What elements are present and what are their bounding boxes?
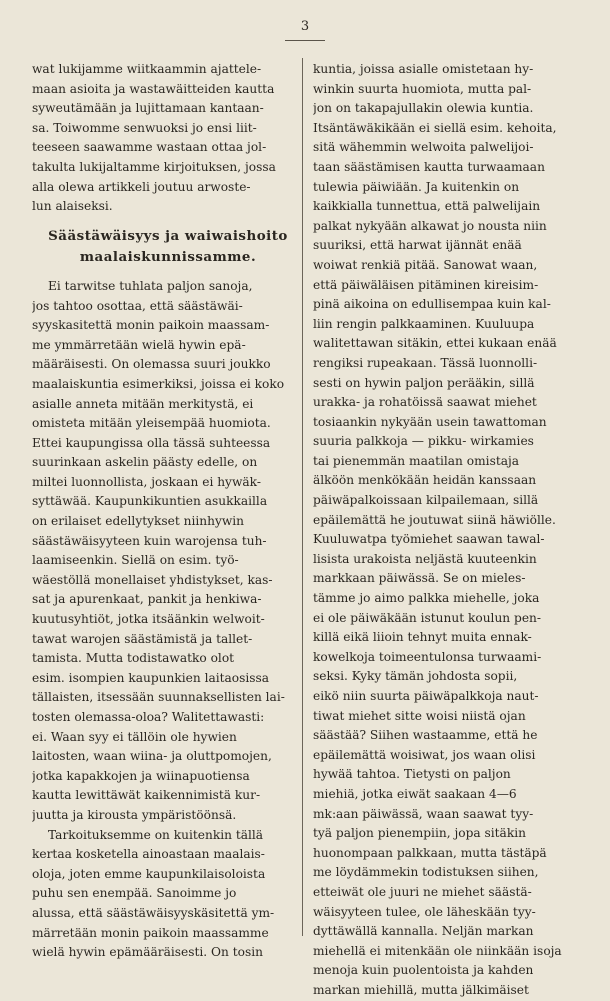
text-line: sa. Toiwomme senwuoksi jo ensi liit- xyxy=(32,120,257,135)
text-line: tämme jo aimo palkka miehelle, joka xyxy=(313,591,540,606)
text-line: hywää tahtoa. Tietysti on paljon xyxy=(313,767,511,782)
article-paragraph-2 xyxy=(32,826,304,963)
text-line: markan miehillä, mutta jälkimäiset xyxy=(313,982,529,997)
text-line: kautta lewittäwät kaikennimistä kur- xyxy=(32,788,261,803)
text-line: takulta lukijaltamme kirjoituksen, jossa xyxy=(32,159,276,174)
text-line: rengiksi rupeakaan. Tässä luonnolli- xyxy=(313,355,538,370)
text-line: menoja kuin puolentoista ja kahden xyxy=(313,963,534,978)
text-line: ei. Waan syy ei tällöin ole hywien xyxy=(32,729,237,744)
text-line: syyskasitettä monin paikoin maassam- xyxy=(32,318,270,333)
text-line: säästäwäisyyteen kuin warojensa tuh- xyxy=(32,533,267,548)
text-line: laitosten, waan wiina- ja oluttpomojen, xyxy=(32,749,272,764)
intro-paragraph xyxy=(32,60,304,217)
text-line: omisteta mitään yleisempää huomiota. xyxy=(32,416,271,431)
text-line: urakka- ja rohatöissä saawat miehet xyxy=(313,395,537,410)
text-line: maalaiskuntia esimerkiksi, joissa ei koko xyxy=(32,376,285,391)
text-line: laamiseenkin. Siellä on esim. työ- xyxy=(32,553,239,568)
text-line: esim. isompien kaupunkien laitaosissa xyxy=(32,670,270,685)
text-line: suuriksi, että harwat ijännät enää xyxy=(313,238,522,253)
text-line: jos tahtoo osottaa, että säästäwäi- xyxy=(32,298,243,313)
text-line: woiwat renkiä pitää. Sanowat waan, xyxy=(313,257,538,272)
text-line: tamista. Mutta todistawatko olot xyxy=(32,651,235,666)
text-line: tai pienemmän maatilan omistaja xyxy=(313,453,520,468)
text-line: sitä wähemmin welwoita palwelijoi- xyxy=(313,140,534,155)
text-line: epäilemättä woisiwat, jos waan olisi xyxy=(313,747,536,762)
text-line: kaikkialla tunnettua, että palwelijain xyxy=(313,199,541,214)
text-line: Kuuluwatpa työmiehet saawan tawal- xyxy=(313,532,545,547)
text-line: syttäwää. Kaupunkikuntien asukkailla xyxy=(32,494,268,509)
text-line: säästää? Siihen wastaamme, että he xyxy=(313,728,538,743)
text-line: kowelkoja toimeentulonsa turwaami- xyxy=(313,649,542,664)
text-line: päiwäpalkoissaan kilpailemaan, sillä xyxy=(313,493,539,508)
text-line: alussa, että säästäwäisyyskäsitettä ym- xyxy=(32,905,275,920)
text-line: ei ole päiwäkään istunut koulun pen- xyxy=(313,610,542,625)
text-line: että päiwäläisen pitäminen kireisim- xyxy=(313,277,539,292)
text-line: palkat nykyään alkawat jo nousta niin xyxy=(313,218,547,233)
text-line: miehellä ei mitenkään ole niinkään isoja xyxy=(313,943,562,958)
text-line: liin rengin palkkaaminen. Kuuluupa xyxy=(313,316,535,331)
text-line: puhu sen enempää. Sanoimme jo xyxy=(32,886,237,901)
text-line: kuntia, joissa asialle omistetaan hy- xyxy=(313,62,534,76)
text-line: tyä paljon pienempiin, jopa sitäkin xyxy=(313,826,526,841)
text-line: tosiaankin nykyään usein tawattoman xyxy=(313,414,547,429)
text-line: wielä hywin epämääräisesti. On tosin xyxy=(32,945,263,960)
page-number: 3 xyxy=(300,19,310,34)
text-line: Tarkoituksemme on kuitenkin tällä xyxy=(48,827,264,842)
text-line: maan asioita ja wastawäitteiden kautta xyxy=(32,81,275,96)
article-heading-line2: maalaiskunnissamme. xyxy=(79,249,257,266)
text-line: älköön menkökään heidän kanssaan xyxy=(313,473,537,488)
text-line: tosten olemassa-oloa? Walitettawasti: xyxy=(32,710,265,724)
text-line: eikö niin suurta päiwäpalkkoja naut- xyxy=(313,689,539,703)
text-line: tällaisten, itsessään suunnaksellisten lai- xyxy=(32,690,285,705)
text-line: Itsäntäwäkikään ei siellä esim. kehoita, xyxy=(313,120,557,135)
text-line: walitettawan sitäkin, ettei kukaan enää xyxy=(313,336,557,351)
text-line: asialle anneta mitään merkitystä, ei xyxy=(32,396,254,411)
right-column xyxy=(313,60,585,1001)
text-line: teeseen saawamme wastaan ottaa jol- xyxy=(32,140,267,155)
text-line: wäestöllä monellaiset yhdistykset, kas- xyxy=(32,572,273,587)
text-line: huonompaan palkkaan, mutta tästäpä xyxy=(313,845,547,860)
text-line: oloja, joten emme kaupunkilaisoloista xyxy=(32,866,266,881)
text-line: me löydämmekin todistuksen siihen, xyxy=(313,865,539,880)
text-line: tiwat miehet sitte woisi niistä ojan xyxy=(313,708,526,723)
text-line: kertaa kosketella ainoastaan maalais- xyxy=(32,847,265,862)
text-line: juutta ja kirousta ympäristöönsä. xyxy=(32,807,237,822)
text-line: jon on takapajullakin olewia kuntia. xyxy=(313,101,534,116)
text-line: märretään monin paikoin maassamme xyxy=(32,925,269,940)
text-line: alla olewa artikkeli joutuu arwoste- xyxy=(32,179,251,194)
text-line: wäisyyteen tulee, ole läheskään tyy- xyxy=(313,904,536,919)
text-line: tulewia päiwiään. Ja kuitenkin on xyxy=(313,179,520,194)
text-line: mk:aan päiwässä, waan saawat tyy- xyxy=(313,806,534,821)
text-line: pinä aikoina on edullisempaa kuin kal- xyxy=(313,297,551,312)
text-line: markkaan päiwässä. Se on mieles- xyxy=(313,571,526,586)
text-line: epäilemättä he joutuwat siinä häwiölle. xyxy=(313,512,556,527)
text-line: dyttäwällä kannalla. Neljän markan xyxy=(313,924,534,939)
text-line: suuria palkkoja — pikku- wirkamies xyxy=(313,434,534,449)
text-line: sat ja apurenkaat, pankit ja henkiwa- xyxy=(32,592,262,607)
text-line: sesti on hywin paljon perääkin, sillä xyxy=(313,375,535,390)
text-line: killä eikä liioin tehnyt muita ennak- xyxy=(313,630,532,645)
article-paragraph-1 xyxy=(32,277,304,826)
text-line: Ettei kaupungissa olla tässä suhteessa xyxy=(32,435,271,450)
text-line: miehiä, jotka eiwät saakaan 4—6 xyxy=(313,786,517,801)
text-line: taan säästämisen kautta turwaamaan xyxy=(313,159,545,174)
text-line: lun alaiseksi. xyxy=(32,199,113,214)
text-line: suurinkaan askelin päästy edelle, on xyxy=(32,455,258,470)
header-rule xyxy=(285,40,325,41)
text-line: jotka kapakkojen ja wiinapuotiensa xyxy=(32,768,250,783)
text-line: tawat warojen säästämistä ja tallet- xyxy=(32,631,253,646)
article-heading-line1: Säästäwäisyys ja waiwaishoito xyxy=(48,227,288,244)
text-line: miltei luonnollista, joskaan ei hywäk- xyxy=(32,474,261,489)
article-paragraph-continued xyxy=(313,60,585,1001)
text-line: me ymmärretään wielä hywin epä- xyxy=(32,337,246,352)
text-line: lisista urakoista neljästä kuuteenkin xyxy=(313,551,537,566)
left-column xyxy=(32,60,304,963)
text-line: on erilaiset edellytykset niinhywin xyxy=(32,514,245,529)
text-line: syweutämään ja lujittamaan kantaan- xyxy=(32,101,264,116)
text-line: seksi. Kyky tämän johdosta sopii, xyxy=(313,669,518,684)
text-line: määräisesti. On olemassa suuri joukko xyxy=(32,357,271,372)
text-line: Ei tarwitse tuhlata paljon sanoja, xyxy=(48,278,253,293)
text-line: winkin suurta huomiota, mutta pal- xyxy=(313,81,532,96)
text-line: kuutusyhtiöt, jotka itsäänkin welwoit- xyxy=(32,612,265,627)
text-line: wat lukijamme wiitkaammin ajattele- xyxy=(32,62,262,76)
text-line: etteiwät ole juuri ne miehet säästä- xyxy=(313,884,532,899)
